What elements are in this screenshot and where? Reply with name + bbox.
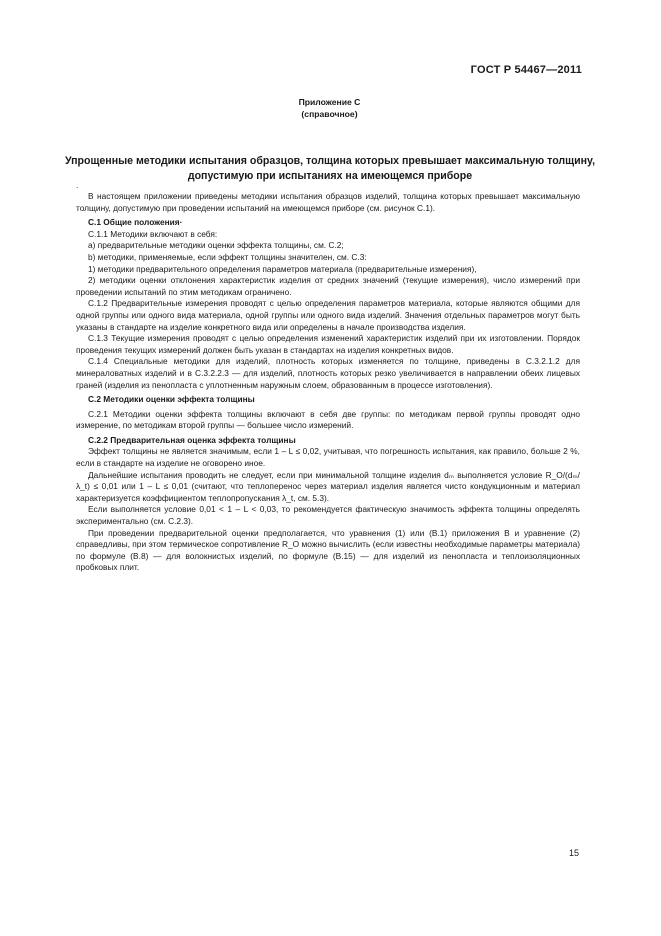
list-item-b: b) методики, применяемые, если эффект толщины значителен, см. С.3: (88, 251, 367, 262)
annex-heading (0, 96, 661, 120)
paragraph-c1-1: С.1.1 Методики включают в себя: (88, 228, 218, 239)
annex-title: Приложение С (298, 97, 361, 107)
paragraph-c2-2-b: Дальнейшие испытания проводить не следует, если при минимальной толщине изделия dₘ выполняется условие R_O/(dₘ/λ_t) ≤ 0,01 или 1 – L ≤ 0,01 (считают, что теплоперенос через материал изделия является чисто кондукционным и материал характеризуется коэффициентом теплопропускания λ_t, см. 5.3). (76, 469, 580, 503)
paragraph-c2-2-c: Если выполняется условие 0,01 < 1 – L < 0,03, то рекомендуется фактическую значимость эффекта толщины определять экспериментально (см. С.2.3). (76, 504, 580, 527)
intro-paragraph: В настоящем приложении приведены методики испытания образцов изделий, толщина которых превышает максимальную толщину, допустимую при проведении испытаний на имеющемся приборе (см. рисунок С.1). (76, 191, 580, 213)
paragraph-c1-2: С.1.2 Предварительные измерения проводят с целью определения параметров материала, которые являются общими для одной группы или одного вида материала, одной группы или одного вида изделий. Значения отдельных параметров могут быть указаны в стандарте на изделие конкретного вида или определены в начале производства изделия. (76, 298, 580, 332)
paragraph-c2-1: С.2.1 Методики оценки эффекта толщины включают в себя две группы: по методикам первой группы проводят одно измерение, по методикам второй группы — большее число измерений. (76, 408, 580, 431)
heading-c2-2: С.2.2 Предварительная оценка эффекта толщины (88, 434, 296, 445)
paragraph-c2-2-d: При проведении предварительной оценки предполагается, что уравнения (1) или (В.1) приложения В и уравнение (2) справедливы, при этом термическое сопротивление R_O можно вычислить (если известны необходимые параметры материала) по формуле (В.8) — для волокнистых изделий, по формуле (В.15) — для изделий из пенопласта и теплоизоляционных пробковых плит. (76, 527, 580, 573)
document-body (76, 180, 580, 574)
heading-c2: С.2 Методики оценки эффекта толщины (88, 394, 255, 405)
heading-c1: С.1 Общие положения· (88, 217, 183, 228)
paragraph-c1-3: С.1.3 Текущие измерения проводят с целью определения изменений характеристик изделий при их изготовлении. Порядок проведения текущих измерений должен быть указан в стандартах на изделия конкретных видов. (76, 333, 580, 355)
section-title: Упрощенные методики испытания образцов, толщина которых превышает максимальную толщину, допустимую при испытаниях на имеющемся приборе (64, 155, 596, 182)
list-item-2: 2) методики оценки отклонения характеристик изделия от средних значений (текущие измерения), число измерений при проведении испытаний по этим методикам ограничено. (76, 275, 580, 297)
page-number: 15 (568, 848, 579, 858)
stray-dot: . (76, 180, 79, 190)
document-code: ГОСТ Р 54467—2011 (470, 64, 582, 76)
list-item-1: 1) методики предварительного определения параметров материала (предварительные измерения), (88, 263, 477, 274)
paragraph-c2-2-a: Эффект толщины не является значимым, если 1 – L ≤ 0,02, учитывая, что погрешность испытания, как правило, больше 2 %, если в стандарте на изделие не оговорено иное. (76, 446, 580, 469)
paragraph-c1-4: С.1.4 Специальные методики для изделий, плотность которых изменяется по толщине, приведены в С.3.2.1.2 для минераловатных изделий и в С.3.2.2.3 — для изделий, плотность которых резко увеличивается в направлении обеих лицевых граней (изделия из пенопласта с уплотненным наружным слоем, образованным в процессе изготовления). (76, 356, 580, 390)
list-item-a: а) предварительные методики оценки эффекта толщины, см. С.2; (88, 240, 344, 251)
annex-subtitle: (справочное) (301, 109, 358, 119)
